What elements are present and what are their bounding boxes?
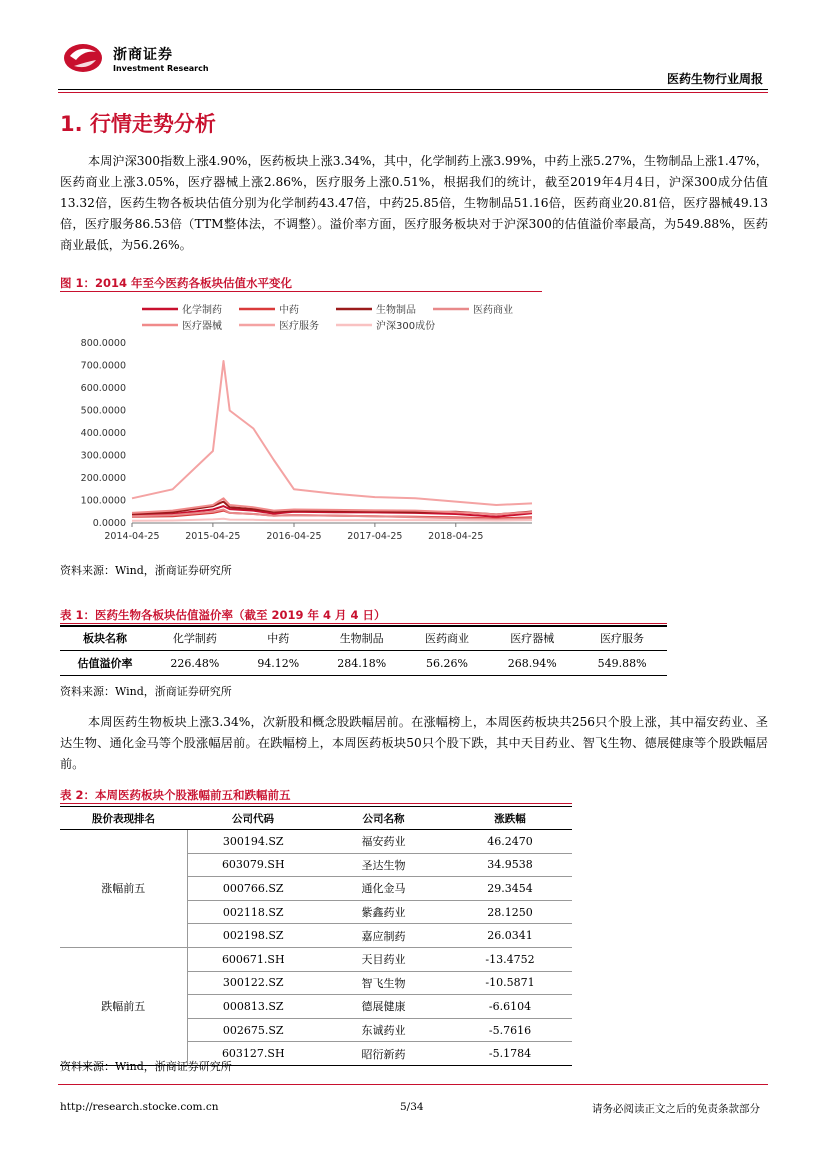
logo-text-cn: 浙商证券 bbox=[113, 47, 173, 63]
table1-cell: 268.94% bbox=[507, 656, 557, 670]
stock-code: 300122.SZ bbox=[187, 971, 319, 995]
legend-label: 化学制药 bbox=[182, 305, 222, 316]
movers-paragraph: 本周医药生物板块上涨3.34%，次新股和概念股跌幅居前。在涨幅榜上，本周医药板块共256只个股上涨，其中福安药业、圣达生物、通化金马等个股涨幅居前。在跌幅榜上，本周医药板块50只个股下跌，其中天目药业、智飞生物、德展健康等个股跌幅居前。 bbox=[60, 715, 768, 771]
stock-code: 002198.SZ bbox=[187, 924, 319, 948]
stock-code: 002118.SZ bbox=[187, 900, 319, 924]
table1-row-header: 估值溢价率 bbox=[77, 657, 133, 670]
table2-header: 公司名称 bbox=[319, 807, 448, 830]
y-tick-label: 100.0000 bbox=[80, 495, 126, 507]
y-tick-label: 500.0000 bbox=[80, 405, 126, 417]
table1-source: 资料来源：Wind，浙商证券研究所 bbox=[60, 685, 232, 698]
x-tick-label: 2017-04-25 bbox=[347, 531, 403, 542]
table1-cell: 226.48% bbox=[170, 656, 220, 670]
table2-header: 公司代码 bbox=[187, 807, 319, 830]
chart-series bbox=[132, 361, 532, 521]
table-row bbox=[60, 830, 572, 854]
header-rule bbox=[58, 89, 768, 90]
legend-label: 医疗服务 bbox=[279, 321, 319, 332]
stock-name: 天目药业 bbox=[319, 947, 448, 971]
table2-caption-rule bbox=[60, 803, 572, 804]
chart-legend bbox=[142, 303, 513, 332]
x-tick-label: 2014-04-25 bbox=[104, 531, 160, 542]
valuation-premium-table bbox=[60, 626, 667, 676]
stock-name: 嘉应制药 bbox=[319, 924, 448, 948]
footer-rule bbox=[58, 1084, 768, 1085]
stock-code: 600671.SH bbox=[187, 947, 319, 971]
group-label-down: 跌幅前五 bbox=[60, 947, 187, 1065]
table1-caption: 表 1：医药生物各板块估值溢价率（截至 2019 年 4 月 4 日） bbox=[60, 608, 386, 622]
stock-code: 002675.SZ bbox=[187, 1018, 319, 1042]
stock-code: 603079.SH bbox=[187, 853, 319, 877]
table2-header: 股价表现排名 bbox=[60, 807, 187, 830]
stock-change: 46.2470 bbox=[448, 830, 572, 854]
x-tick-label: 2018-04-25 bbox=[428, 531, 484, 542]
table1-top-rule bbox=[60, 625, 667, 627]
series-line bbox=[132, 361, 532, 505]
table1-col: 医疗服务 bbox=[600, 632, 645, 645]
table1-col: 生物制品 bbox=[339, 632, 384, 645]
valuation-line-chart bbox=[60, 295, 542, 550]
table2-header: 涨跌幅 bbox=[448, 807, 572, 830]
y-tick-label: 400.0000 bbox=[80, 428, 126, 439]
legend-label: 医疗器械 bbox=[182, 321, 222, 332]
table1-caption-rule bbox=[60, 623, 667, 624]
y-tick-label: 300.0000 bbox=[80, 450, 126, 462]
figure-caption-rule bbox=[60, 291, 542, 292]
figure-source: 资料来源：Wind，浙商证券研究所 bbox=[60, 564, 232, 577]
table1-col: 医药商业 bbox=[424, 632, 469, 645]
stock-change: -13.4752 bbox=[448, 947, 572, 971]
x-tick-label: 2016-04-25 bbox=[266, 531, 322, 542]
table2-source: 资料来源：Wind，浙商证券研究所 bbox=[60, 1060, 232, 1073]
group-label-up: 涨幅前五 bbox=[60, 830, 187, 948]
stock-name: 福安药业 bbox=[319, 830, 448, 854]
table1-cell: 284.18% bbox=[337, 656, 387, 670]
chart-y-axis bbox=[81, 338, 126, 529]
header-rule-2 bbox=[58, 92, 768, 93]
stock-change: -10.5871 bbox=[448, 971, 572, 995]
stock-change: 28.1250 bbox=[448, 900, 572, 924]
y-tick-label: 0.0000 bbox=[92, 518, 126, 529]
legend-label: 中药 bbox=[279, 305, 299, 316]
stock-code: 300194.SZ bbox=[187, 830, 319, 854]
company-logo bbox=[62, 40, 108, 74]
page-number: 5/34 bbox=[400, 1101, 424, 1113]
table1-cell: 94.12% bbox=[257, 656, 300, 670]
logo-icon bbox=[62, 40, 108, 74]
stock-change: -6.6104 bbox=[448, 995, 572, 1019]
table1-col: 医疗器械 bbox=[510, 632, 555, 645]
stock-change: 26.0341 bbox=[448, 924, 572, 948]
table1-col: 中药 bbox=[267, 632, 290, 645]
table2-caption: 表 2：本周医药板块个股涨幅前五和跌幅前五 bbox=[60, 788, 291, 802]
logo-text-en: Investment Research bbox=[113, 64, 209, 73]
y-tick-label: 200.0000 bbox=[80, 473, 126, 484]
table1-row-header: 板块名称 bbox=[83, 632, 127, 645]
y-tick-label: 800.0000 bbox=[80, 338, 126, 349]
legend-label: 生物制品 bbox=[376, 305, 416, 316]
table1-value-row bbox=[60, 651, 667, 676]
footer-disclaimer: 请务必阅读正文之后的免责条款部分 bbox=[592, 1103, 760, 1115]
y-tick-label: 700.0000 bbox=[80, 360, 126, 372]
stock-code: 603127.SH bbox=[187, 1042, 319, 1066]
stock-name: 东诚药业 bbox=[319, 1018, 448, 1042]
stock-name: 德展健康 bbox=[319, 995, 448, 1019]
stock-code: 000813.SZ bbox=[187, 995, 319, 1019]
y-tick-label: 600.0000 bbox=[80, 383, 126, 394]
stock-change: 34.9538 bbox=[448, 853, 572, 877]
stock-name: 圣达生物 bbox=[319, 853, 448, 877]
stock-name: 通化金马 bbox=[319, 877, 448, 901]
table1-header-row bbox=[60, 626, 667, 651]
chart-x-axis bbox=[104, 523, 532, 542]
stock-change: -5.1784 bbox=[448, 1042, 572, 1066]
table2-header-row bbox=[60, 807, 572, 830]
x-tick-label: 2015-04-25 bbox=[185, 531, 241, 542]
table1-cell: 56.26% bbox=[425, 656, 468, 670]
stock-change: -5.7616 bbox=[448, 1018, 572, 1042]
table-row bbox=[60, 947, 572, 971]
stock-name: 紫鑫药业 bbox=[319, 900, 448, 924]
stock-code: 000766.SZ bbox=[187, 877, 319, 901]
section-title: 1. 行情走势分析 bbox=[60, 112, 216, 136]
figure-caption: 图 1：2014 年至今医药各板块估值水平变化 bbox=[60, 276, 293, 290]
footer-url[interactable]: http://research.stocke.com.cn bbox=[60, 1101, 219, 1113]
top-movers-table bbox=[60, 806, 572, 1066]
legend-label: 医药商业 bbox=[473, 305, 513, 316]
stock-name: 昭衍新药 bbox=[319, 1042, 448, 1066]
report-type: 医药生物行业周报 bbox=[667, 72, 764, 86]
stock-name: 智飞生物 bbox=[319, 971, 448, 995]
market-summary-paragraph: 本周沪深300指数上涨4.90%，医药板块上涨3.34%，其中，化学制药上涨3.99%，中药上涨5.27%，生物制品上涨1.47%，医药商业上涨3.05%，医疗器械上涨2.86%，医疗服务上涨0.51%，根据我们的统计，截至2019年4月4日，沪深300成分估值13.32倍，医药生物各板块估值分别为化学制药43.47倍，中药25.85倍，生物制品51.16倍，医药商业20.81倍，医疗器械49.13倍，医疗服务86.53倍（TTM整体法，不调整）。溢价率方面，医疗服务板块对于沪深300的估值溢价率最高，为549.88%，医药商业最低，为56.26%。 bbox=[60, 154, 768, 252]
legend-label: 沪深300成份 bbox=[376, 321, 436, 332]
table1-cell: 549.88% bbox=[597, 656, 647, 670]
table1-col: 化学制药 bbox=[172, 632, 217, 645]
stock-change: 29.3454 bbox=[448, 877, 572, 901]
